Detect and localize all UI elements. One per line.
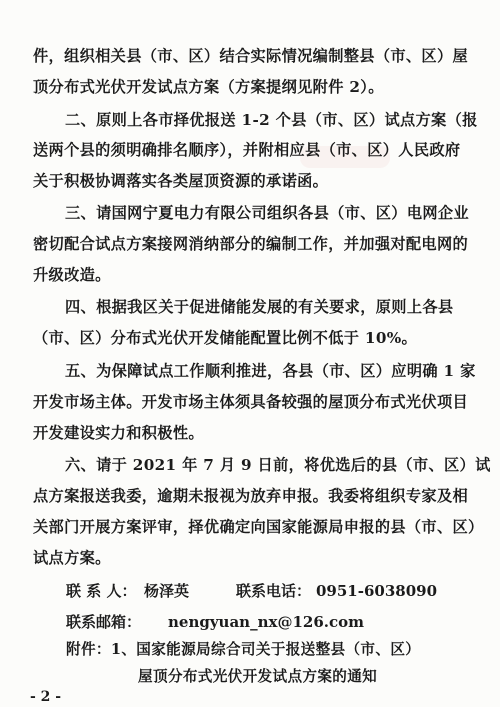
text-line: 密切配合试点方案接网消纳部分的编制工作，并加强对配电网的 [33,235,469,253]
attachment-line: 屋顶分布式光伏开发试点方案的通知 [138,668,378,685]
text-line: 开发市场主体。开发市场主体须具备较强的屋顶分布式光伏项目 [33,393,469,411]
text-line: 试点方案。 [33,549,111,567]
contact-person-label: 联 系 人： [66,582,137,600]
text-line: 关部门开展方案评审，择优确定向国家能源局申报的县（市、区） [33,518,484,536]
text-line: 顶分布式光伏开发试点方案（方案提纲见附件 2）。 [33,78,384,96]
text-line: （市、区）分布式光伏开发储能配置比例不低于 10%。 [33,329,418,347]
contact-phone: 0951-6038090 [316,582,438,600]
paragraph-five-line: 五、为保障试点工作顺利推进，各县（市、区）应明确 1 家 [65,362,476,380]
paragraph-six-line: 六、请于 2021 年 7 月 9 日前，将优选后的县（市、区）试 [65,456,491,474]
text-line: 送两个县的须明确排名顺序），并附相应县（市、区）人民政府 [33,141,461,159]
paragraph-three-line: 三、请国网宁夏电力有限公司组织各县（市、区）电网企业 [65,204,469,222]
attachment-line: 附件：1、国家能源局综合司关于报送整县（市、区） [66,641,421,658]
text-line: 关于积极协调落实各类屋顶资源的承诺函。 [33,172,329,190]
text-line: 升级改造。 [33,266,111,284]
paragraph-four-line: 四、根据我区关于促进储能发展的有关要求，原则上各县 [65,298,454,316]
contact-email: nengyuan_nx@126.com [168,613,364,631]
paragraph-two-line: 二、原则上各市择优报送 1-2 个县（市、区）试点方案（报 [65,111,478,129]
text-line: 开发建设实力和积极性。 [33,424,204,442]
contact-phone-label: 联系电话： [236,582,312,600]
contact-person-name: 杨泽英 [144,582,190,600]
text-line: 件，组织相关县（市、区）结合实际情况编制整县（市、区）屋 [33,47,469,65]
text-line: 点方案报送我委，逾期未报视为放弃申报。我委将组织专家及相 [33,487,469,505]
contact-email-label: 联系邮箱： [66,613,142,631]
page-number: - 2 - [30,689,62,705]
